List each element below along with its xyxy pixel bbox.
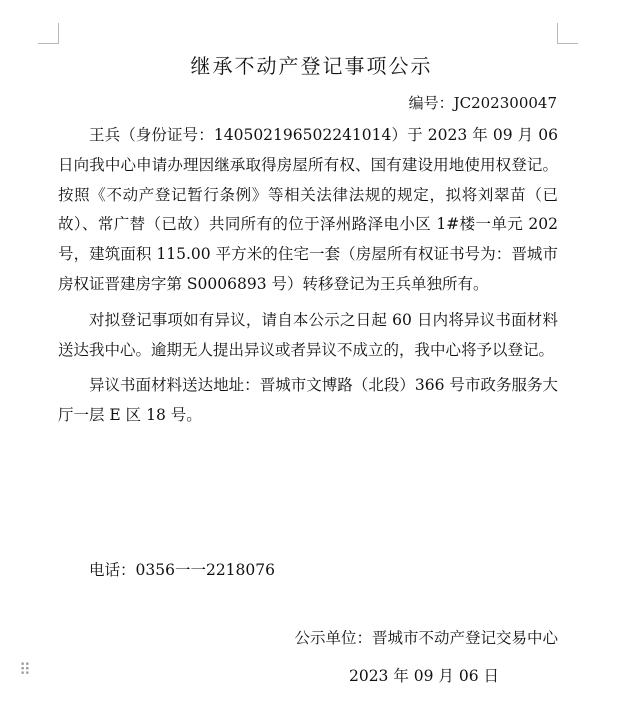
- phone-value: 0356一一2218076: [135, 561, 275, 579]
- signature-unit-value: 晋城市不动产登记交易中心: [371, 629, 558, 647]
- document-body: [58, 121, 558, 431]
- document-number: [409, 92, 557, 113]
- page-corner-mark-top-left: [38, 23, 59, 44]
- signature-date: 2023 年 09 月 06 日: [348, 667, 499, 685]
- drag-handle-icon[interactable]: ⠿: [19, 660, 31, 679]
- paragraph-objection: 对拟登记事项如有异议，请自本公示之日起 60 日内将异议书面材料送达我中心。逾期无人提出异议或者异议不成立的，我中心将予以登记。: [58, 310, 558, 359]
- signature-unit-label: 公示单位：: [294, 629, 372, 647]
- page-corner-mark-top-right: [557, 23, 578, 44]
- contact-phone: [89, 558, 275, 580]
- document-number-label: 编号：: [408, 94, 454, 112]
- document-number-value: JC202300047: [453, 94, 557, 112]
- paragraph-address: 异议书面材料送达地址：晋城市文博路（北段）366 号市政务服务大厅一层 E 区 18 号。: [58, 376, 558, 425]
- signature-unit: [294, 626, 558, 648]
- paragraph-announcement: 王兵（身份证号：140502196502241014）于 2023 年 09 月 06 日向我中心申请办理因继承取得房屋所有权、国有建设用地使用权登记。按照《不动产登记暂行条例》等相关法律法规的规定，拟将刘翠苗（已故）、常广替（已故）共同所有的位于泽州路泽电小区 1#楼一单元 202 号，建筑面积 115.00 平方米的住宅一套（房屋所有权证书号为：晋城市房权证晋建房字第 S0006893 号）转移登记为王兵单独所有。: [58, 126, 558, 293]
- document-title: 继承不动产登记事项公示: [190, 54, 433, 78]
- phone-label: 电话：: [89, 561, 136, 579]
